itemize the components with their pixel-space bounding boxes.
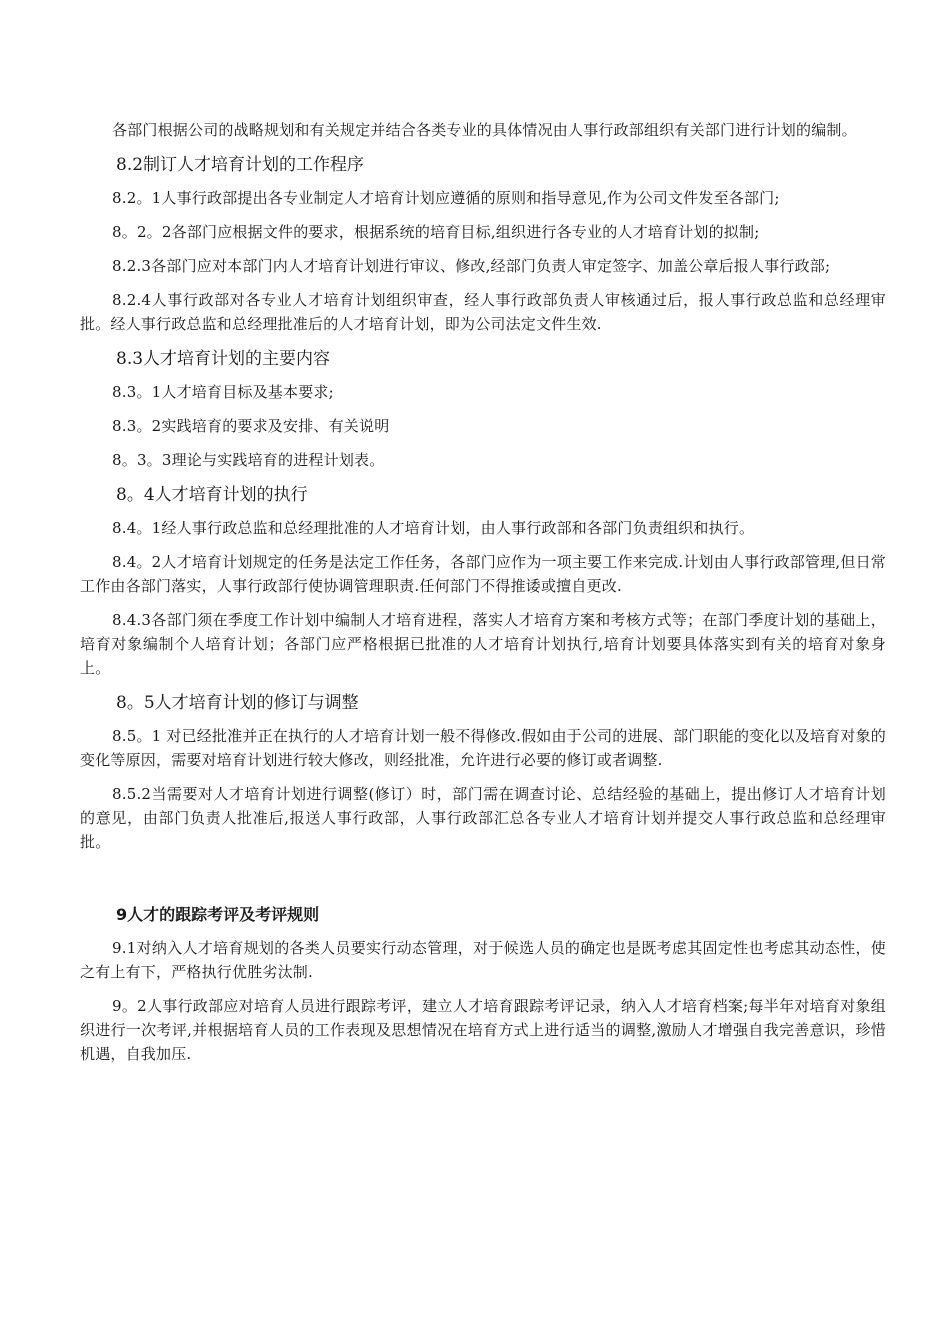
section-spacer (80, 864, 886, 902)
document-page (80, 118, 886, 1076)
clause-8-2-1: 8.2。1人事行政部提出各专业制定人才培育计划应遵循的原则和指导意见,作为公司文件发至各部门; (112, 189, 780, 207)
clause-8-4-3: 8.4.3各部门须在季度工作计划中编制人才培育进程，落实人才培育方案和考核方式等；在部门季度计划的基础上，培育对象编制个人培育计划；各部门应严格根据已批准的人才培育计划执行,培育计划要具体落实到有关的培育对象身上。 (80, 611, 886, 677)
clause-8-5-1: 8.5。1 对已经批准并正在执行的人才培育计划一般不得修改.假如由于公司的进展、部门职能的变化以及培育对象的变化等原因，需要对培育计划进行较大修改，则经批准，允许进行必要的修订或者调整. (80, 727, 886, 769)
clause-9-1: 9.1对纳入人才培育规划的各类人员要实行动态管理，对于候选人员的确定也是既考虑其固定性也考虑其动态性，使之有上有下，严格执行优胜劣汰制. (80, 939, 886, 981)
clause-8-2-3: 8.2.3各部门应对本部门内人才培育计划进行审议、修改,经部门负责人审定签字、加盖公章后报人事行政部; (112, 257, 831, 275)
section-8-3-heading: 8.3人才培育计划的主要内容 (116, 349, 331, 369)
clause-8-4-1: 8.4。1经人事行政总监和总经理批准的人才培育计划，由人事行政部和各部门负责组织和执行。 (112, 519, 755, 537)
clause-8-5-2: 8.5.2当需要对人才培育计划进行调整(修订）时，部门需在调查讨论、总结经验的基础上，提出修订人才培育计划的意见，由部门负责人批准后,报送人事行政部，人事行政部汇总各专业人才培育计划并提交人事行政总监和总经理审批。 (80, 785, 886, 851)
clause-8-4-2: 8.4。2人才培育计划规定的任务是法定工作任务，各部门应作为一项主要工作来完成.计划由人事行政部管理,但日常工作由各部门落实，人事行政部行使协调管理职责.任何部门不得推诿或擅自更改. (80, 553, 886, 595)
clause-8-3-1: 8.3。1人才培育目标及基本要求; (112, 383, 334, 401)
chapter-9-heading: 9人才的跟踪考评及考评规则 (116, 905, 320, 924)
clause-8-2-4: 8.2.4人事行政部对各专业人才培育计划组织审查，经人事行政部负责人审核通过后，报人事行政总监和总经理审批。经人事行政总监和总经理批准后的人才培育计划，即为公司法定文件生效. (80, 291, 886, 333)
section-8-4-heading: 8。4人才培育计划的执行 (116, 485, 308, 505)
clause-8-2-2: 8。2。2各部门应根据文件的要求，根据系统的培育目标,组织进行各专业的人才培育计划的拟制; (112, 223, 760, 241)
intro-paragraph: 各部门根据公司的战略规划和有关规定并结合各类专业的具体情况由人事行政部组织有关部门进行计划的编制。 (112, 121, 857, 139)
clause-8-3-3: 8。3。3理论与实践培育的进程计划表。 (112, 451, 385, 469)
clause-8-3-2: 8.3。2实践培育的要求及安排、有关说明 (112, 417, 390, 435)
section-8-2-heading: 8.2制订人才培育计划的工作程序 (116, 155, 365, 175)
section-8-5-heading: 8。5人才培育计划的修订与调整 (116, 693, 359, 713)
clause-9-2: 9。2人事行政部应对培育人员进行跟踪考评，建立人才培育跟踪考评记录，纳入人才培育档案;每半年对培育对象组织进行一次考评,并根据培育人员的工作表现及思想情况在培育方式上进行适当的调整,激励人才增强自我完善意识，珍惜机遇，自我加压. (80, 997, 886, 1063)
